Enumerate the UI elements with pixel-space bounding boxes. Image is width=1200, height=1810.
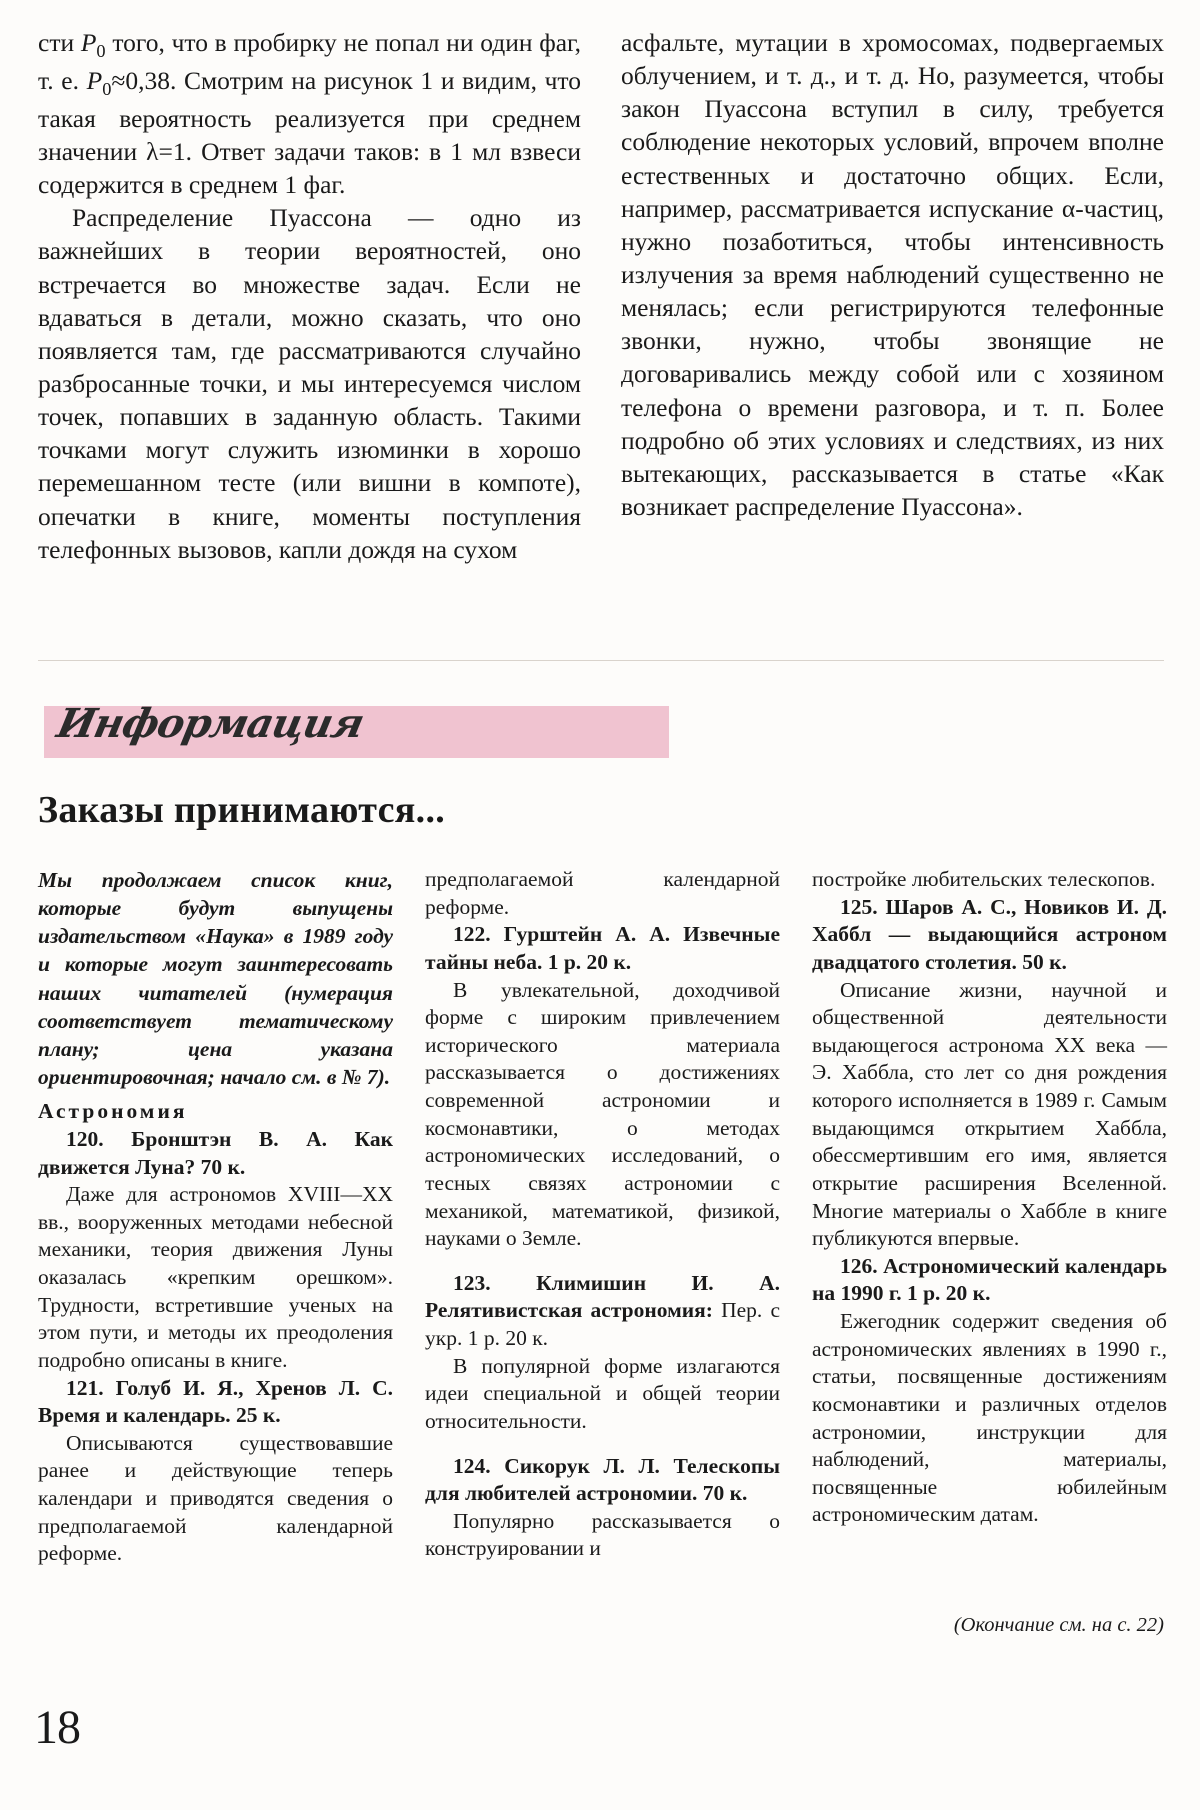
paragraph: асфальте, мутации в хромосомах, подвергаемых облучением, и т. д., и т. д. Но, разумеется, чтобы закон Пуассона вступил в силу, требуется соблюдение некоторых условий, впрочем вполне естественных и достаточно общих. Если, например, рассматривается испускание α-частиц, нужно позаботиться, чтобы интенсивность излучения за время наблюдений существенно не менялась; если регистрируются телефонные звонки, нужно, чтобы звонящие не договаривались между собой или с хозяином телефона о времени разговора, и т. п. Более подробно об этих условиях и следствиях, из них вытекающих, рассказывается в статье «Как возникает распределение Пуассона». <box>621 28 1164 521</box>
entry-head: 122. Гурштейн А. А. Извечные тайны неба. 1 р. 20 к. <box>425 922 780 974</box>
entry-head <box>425 1270 780 1353</box>
page-title: Заказы принимаются... <box>38 789 446 831</box>
entry-body: Популярно рассказывается о конструировании и <box>425 1508 780 1561</box>
column-3 <box>812 866 1167 1568</box>
entry-body: Даже для астрономов XVIII—XX вв., вооруженных методами небесной механики, теория движения Луны оказалась «крепким орешком». Трудности, встретившие ученых на этом пути, и методы их преодоления подробно описаны в книге. <box>38 1182 393 1372</box>
entry-body: В популярной форме излагаются идеи специальной и общей теории относительности. <box>425 1353 780 1433</box>
entry-head: 125. Шаров А. С., Новиков И. Д. Хаббл — выдающийся астроном двадцатого столетия. 50 к. <box>812 894 1167 974</box>
page-number: 18 <box>34 1701 80 1754</box>
entry-head: 124. Сикорук Л. Л. Телескопы для любителей астрономии. 70 к. <box>425 1453 780 1506</box>
entry-body: В увлекательной, доходчивой форме с широким привлечением исторического материала рассказывается о достижениях современной астрономии и космонавтики, о методах астрономических исследований, о тесных связях астрономии с механикой, математикой, физикой, науками о Земле. <box>425 977 780 1251</box>
section-divider <box>38 660 1164 661</box>
entry-head-text: 123. Климишин И. А. Релятивистская астрономия: <box>425 1270 780 1323</box>
top-article-left-column <box>38 26 581 566</box>
subheading-astronomy: Астрономия <box>38 1099 188 1124</box>
entry-head: 120. Бронштэн В. А. Как движется Луна? 70 к. <box>38 1126 393 1179</box>
paragraph: сти $P_0$ того, что в пробирку не попал ни один фаг, т. е. $P_0\approx 0,38$. Смотрим на рисунок 1 и видим, что такая вероятность реализуется при среднем значении λ=1. Ответ задачи таков: в 1 мл взвеси содержится в среднем 1 фаг. <box>38 28 582 200</box>
entry-body: Ежегодник содержит сведения об астрономических явлениях в 1990 г., статьи, посвященные достижениям космонавтики и различных отделов астрономии, инструкции для наблюдений, материалы, посвященные юбилейным астрономическим датам. <box>812 1309 1167 1527</box>
lead-paragraph: Мы продолжаем список книг, которые будут выпущены издательством «Наука» в 1989 году и которые могут заинтересовать наших читателей (нумерация соответствует тематическому плану; цена указана ориентировочная; начало см. в № 7). <box>38 868 393 1090</box>
entry-head: 126. Астрономический календарь на 1990 г. 1 р. 20 к. <box>812 1253 1167 1306</box>
entry-body: Описание жизни, научной и общественной деятельности выдающегося астронома XX века — Э. Хаббла, сто лет со дня рождения которого исполняется в 1989 г. Самым выдающимся открытием Хаббла, обессмертившим его имя, является открытие расширения Вселенной. Многие материалы о Хаббле в книге публикуются впервые. <box>812 977 1167 1251</box>
top-article <box>38 26 1164 566</box>
column-1 <box>38 866 393 1568</box>
book-list-columns <box>38 866 1168 1568</box>
top-article-right-column <box>621 26 1164 566</box>
continuation-note: (Окончание см. на с. 22) <box>953 1614 1164 1636</box>
column-2 <box>425 866 780 1568</box>
entry-body-continued: предполагаемой календарной реформе. <box>425 867 780 919</box>
entry-body: Описываются существовавшие ранее и действующие теперь календари и приводятся сведения о предполагаемой календарной реформе. <box>38 1430 393 1566</box>
entry-body-continued: постройке любительских телескопов. <box>812 867 1156 891</box>
paragraph: Распределение Пуассона — одно из важнейших в теории вероятностей, оно встречается во множестве задач. Если не вдаваться в детали, можно сказать, что оно появляется там, где рассматриваются случайно разбросанные точки, и мы интересуемся числом точек, попавших в заданную область. Такими точками могут служить изюминки в хорошо перемешанном тесте (или вишни в компоте), опечатки в книге, моменты поступления телефонных вызовов, капли дождя на сухом <box>38 203 581 564</box>
entry-head: 121. Голуб И. Я., Хренов Л. С. Время и календарь. 25 к. <box>38 1375 393 1428</box>
entry-head-tail: Пер. с укр. 1 р. 20 к. <box>425 1298 780 1350</box>
information-banner-label: Информация <box>53 700 368 747</box>
